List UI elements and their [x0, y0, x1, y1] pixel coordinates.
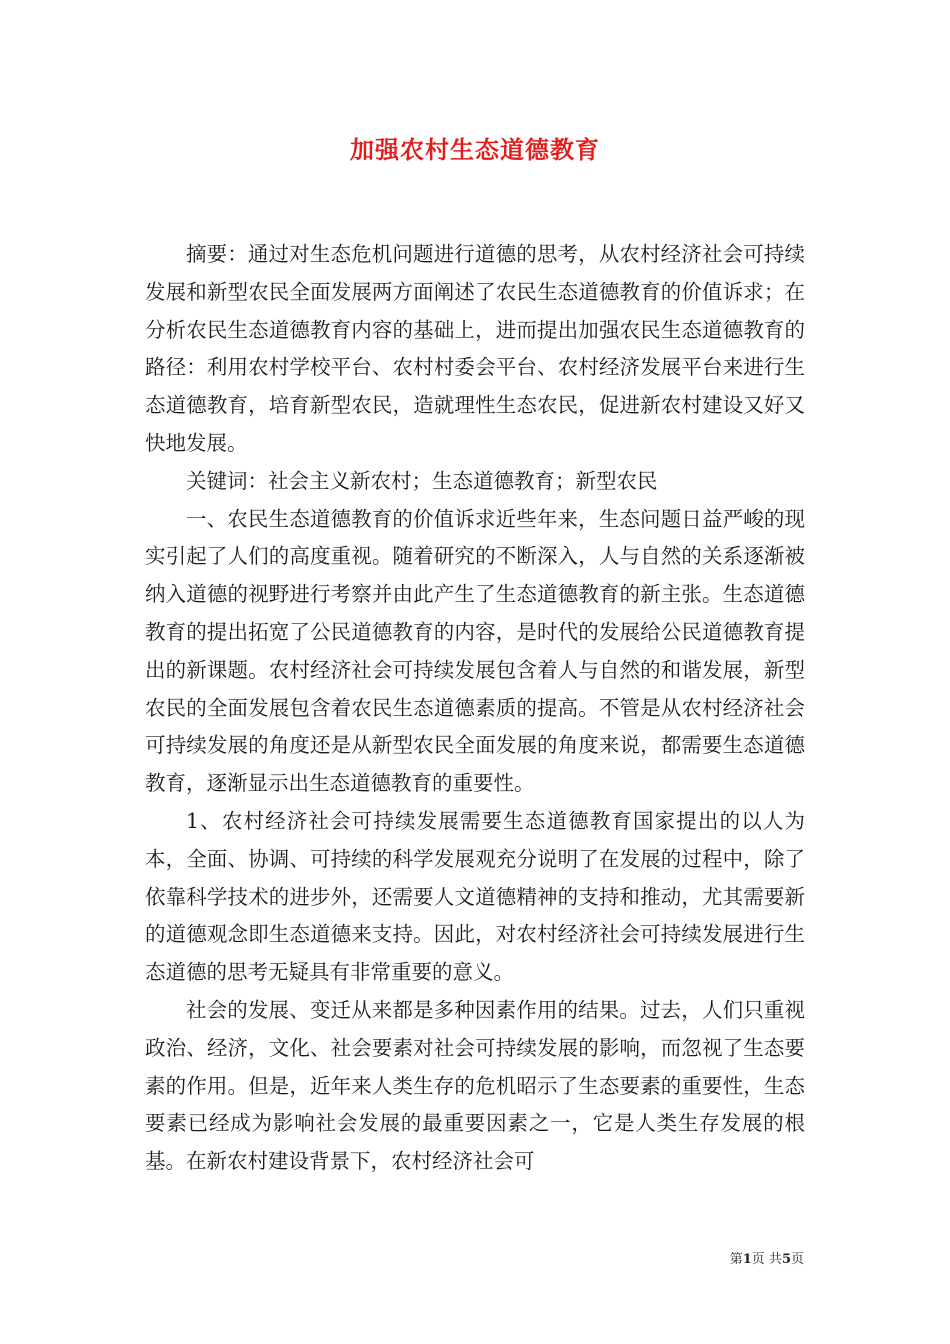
footer-middle: 页 共 — [751, 1252, 782, 1267]
document-body — [145, 236, 805, 1181]
footer-page-number: 1 — [742, 1252, 752, 1267]
page-footer — [730, 1248, 804, 1267]
footer-suffix: 页 — [790, 1252, 804, 1267]
body-paragraph: 1、农村经济社会可持续发展需要生态道德教育国家提出的以人为本，全面、协调、可持续的科学发展观充分说明了在发展的过程中，除了依靠科学技术的进步外，还需要人文道德精神的支持和推动，尤其需要新的道德观念即生态道德来支持。因此，对农村经济社会可持续发展进行生态道德的思考无疑具有非常重要的意义。 — [145, 808, 805, 985]
body-paragraph: 一、农民生态道德教育的价值诉求近些年来，生态问题日益严峻的现实引起了人们的高度重视。随着研究的不断深入，人与自然的关系逐渐被纳入道德的视野进行考察并由此产生了生态道德教育的新主张。生态道德教育的提出拓宽了公民道德教育的内容，是时代的发展给公民道德教育提出的新课题。农村经济社会可持续发展包含着人与自然的和谐发展，新型农民的全面发展包含着农民生态道德素质的提高。不管是从农村经济社会可持续发展的角度还是从新型农民全面发展的角度来说，都需要生态道德教育，逐渐显示出生态道德教育的重要性。 — [145, 506, 805, 796]
abstract-paragraph: 摘要：通过对生态危机问题进行道德的思考，从农村经济社会可持续发展和新型农民全面发展两方面阐述了农民生态道德教育的价值诉求；在分析农民生态道德教育内容的基础上，进而提出加强农民生态道德教育的路径：利用农村学校平台、农村村委会平台、农村经济发展平台来进行生态道德教育，培育新型农民，造就理性生态农民，促进新农村建设又好又快地发展。 — [145, 242, 805, 455]
body-paragraph: 社会的发展、变迁从来都是多种因素作用的结果。过去，人们只重视政治、经济，文化、社会要素对社会可持续发展的影响，而忽视了生态要素的作用。但是，近年来人类生存的危机昭示了生态要素的重要性，生态要素已经成为影响社会发展的最重要因素之一，它是人类生存发展的根基。在新农村建设背景下，农村经济社会可 — [145, 997, 805, 1174]
document-title: 加强农村生态道德教育 — [350, 135, 600, 164]
footer-total-pages: 5 — [781, 1252, 791, 1267]
footer-prefix: 第 — [729, 1252, 743, 1267]
keywords-paragraph: 关键词：社会主义新农村；生态道德教育；新型农民 — [186, 468, 658, 493]
